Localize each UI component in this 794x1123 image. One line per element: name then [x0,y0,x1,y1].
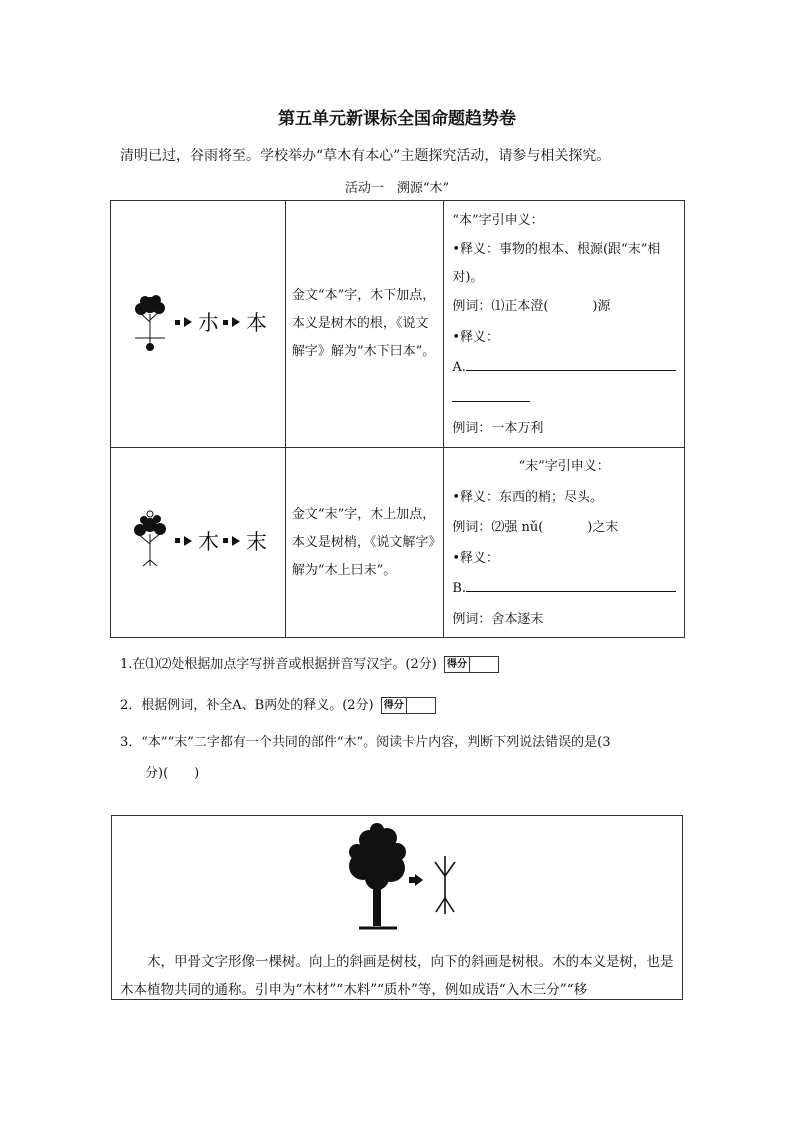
answer-line-a[interactable]: A. [452,353,676,384]
bronze-glyph: 木 [197,529,219,554]
question-2: 2．根据例词，补全A、B两处的释义。(2分) 得分 [120,694,436,714]
glyph-evolution-ben [111,201,286,448]
answer-line-b[interactable]: B. [452,574,676,605]
question-1: 1.在⑴⑵处根据加点字写拼音或根据拼音写汉字。(2分) 得分 [120,653,499,673]
answer-line-a-cont[interactable] [452,384,676,415]
page-title: 第五单元新课标全国命题趋势卷 [278,109,516,129]
example-1: 例词：⑵强 nǔ( )之末 [452,520,619,536]
glyph-description: 金文“本”字，木下加点，本义是树木的根，《说文解字》解为“木下曰本”。 [285,201,443,448]
arrow-icon [232,317,240,327]
reading-card [111,815,683,1000]
glyph-evolution-mo [111,448,286,638]
bronze-glyph: 朩 [197,311,219,336]
tree-root-pictogram-icon [129,292,171,352]
arrow-icon [232,536,240,546]
extended-meanings [444,448,685,638]
meaning-2: •释义： [452,550,499,566]
meaning-2: •释义： [452,329,499,345]
activity-title: 活动一 溯源“木” [344,181,450,196]
intro-text: 清明已过，谷雨将至。学校举办“草木有本心”主题探究活动，请参与相关探究。 [120,148,611,164]
card-paragraph: 木，甲骨文字形像一棵树。向上的斜画是树枝，向下的斜画是树根。木的本义是树，也是木本植物共同的通称。引申为“木材”“木料”“质朴”等，例如成语“入木三分”“移 [120,954,674,998]
example-1: 例词：⑴正本澄( )源 [452,299,611,315]
table-row-ben [111,201,685,448]
tree-icon [337,822,477,937]
modern-glyph: 本 [245,311,267,336]
table-row-mo [111,448,685,638]
tree-top-pictogram-icon [129,510,171,572]
card-illustration [337,822,477,937]
arrow-icon [184,536,192,546]
modern-glyph: 末 [245,529,267,554]
glyph-description: 金文“末”字，木上加点，本义是树梢，《说文解字》解为“木上曰末”。 [285,448,443,638]
question-3-cont: 分)( ) [145,766,200,781]
meaning-1: •释义：事物的根本、根源(跟“末”相对)。 [452,242,661,286]
ext-heading: “末”字引申义： [518,459,610,475]
ext-heading: “本”字引申义： [452,212,544,228]
arrow-icon [184,317,192,327]
extended-meanings [444,201,685,448]
origin-table [110,200,685,638]
score-box[interactable]: 得分 [444,656,499,673]
example-2: 例词：舍本逐末 [452,611,544,627]
example-2: 例词：一本万利 [452,421,544,437]
question-3: 3．“本”“末”二字都有一个共同的部件“木”。阅读卡片内容，判断下列说法错误的是(3 [120,735,611,750]
score-box[interactable]: 得分 [381,697,436,714]
meaning-1: •释义：东西的梢；尽头。 [452,489,603,505]
